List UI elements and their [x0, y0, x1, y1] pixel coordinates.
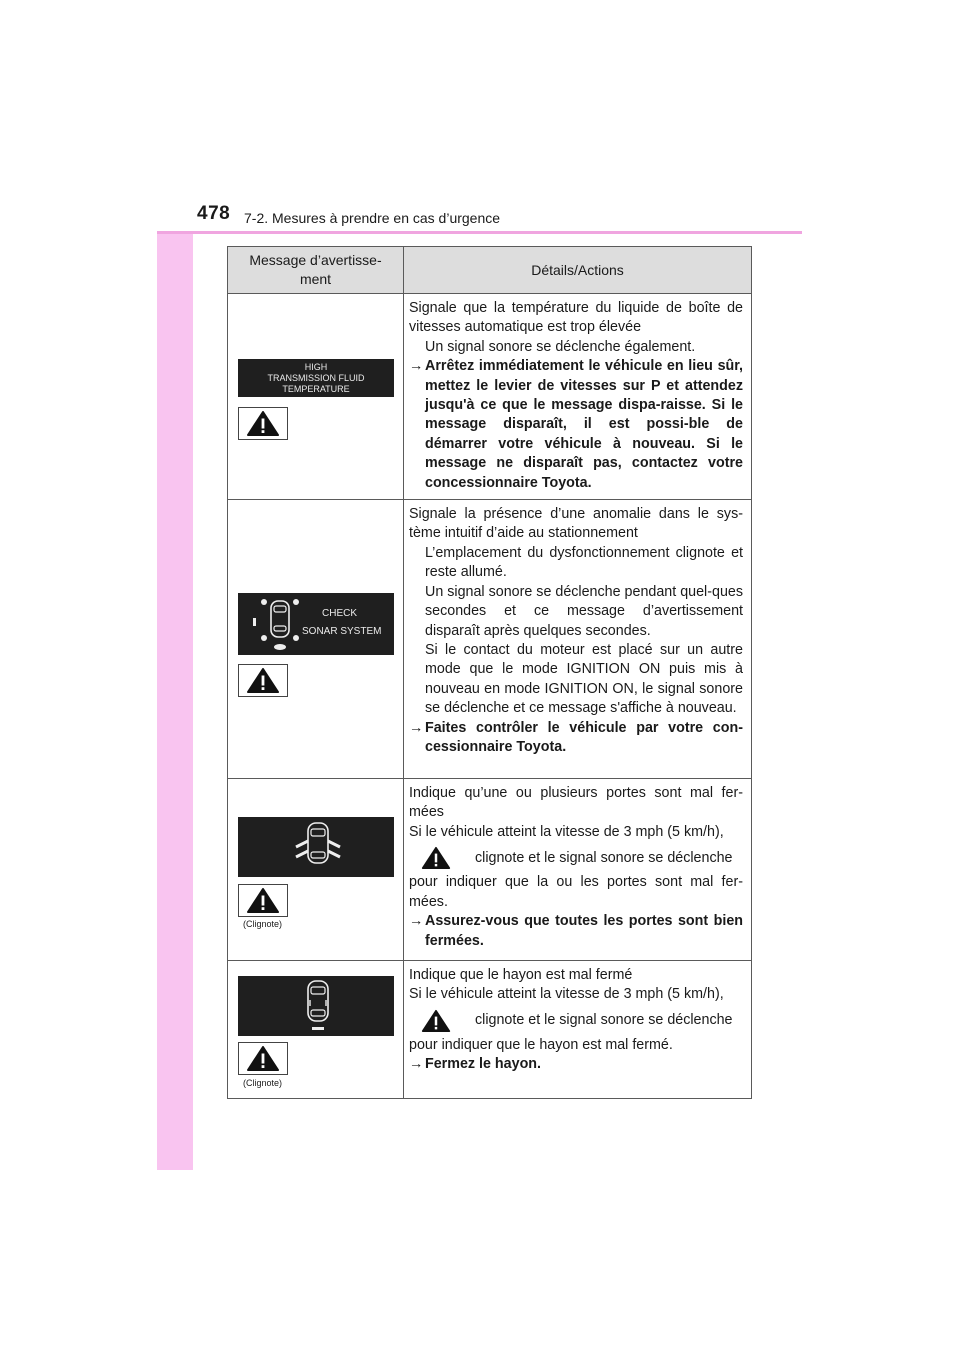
warning-triangle-icon-box [238, 407, 288, 440]
car-doors-open-icon [286, 817, 350, 877]
table-row [228, 779, 752, 961]
row-description: Signale que la température du liquide de boîte de vitesses automatique est trop élevée [409, 300, 743, 336]
col-header-message: Message d’avertisse-ment [228, 247, 404, 294]
display-line: TEMPERATURE [282, 384, 350, 394]
message-cell [228, 961, 404, 1099]
row-description: Signale la présence d’une anomalie dans le sys-tème intuitif d’aide au stationnement [409, 506, 743, 542]
chapter-side-band [157, 187, 193, 1170]
message-cell [228, 500, 404, 779]
inline-warning-line [409, 846, 743, 870]
warning-triangle-icon-box [238, 884, 288, 917]
display-check-sonar [238, 593, 394, 655]
action-text: Arrêtez immédiatement le véhicule en lieu sûr, mettez le levier de vitesses sur P et attendez jusqu'à ce que le message dispa-raisse. Si le message disparaît, il est possi-ble de démarrer votre véhicule à nouveau. Si le message ne disparaît pas, contactez votre concessionnaire Toyota. [425, 358, 743, 491]
row-note: Si le contact du moteur est placé sur un autre mode que le mode IGNITION ON puis mis à nouveau en mode IGNITION ON, le signal sonore se déclenche et ce message s'affiche à nouveau. [425, 641, 743, 717]
details-cell [404, 961, 752, 1099]
row-action [409, 1055, 743, 1074]
blink-caption: (Clignote) [243, 1078, 283, 1089]
display-hatch-open [238, 976, 394, 1036]
warning-message-table [227, 246, 752, 1099]
table-header-row [228, 247, 752, 294]
inline-warning-line [409, 1009, 743, 1033]
action-text: Assurez-vous que toutes les portes sont bien fermées. [425, 913, 743, 949]
action-text: Fermez le hayon. [425, 1056, 542, 1073]
display-line: TRANSMISSION FLUID [267, 373, 365, 383]
warning-triangle-icon [421, 846, 451, 870]
warning-triangle-icon [246, 1045, 280, 1072]
row-action [409, 719, 743, 758]
warning-triangle-icon [246, 410, 280, 437]
details-cell [404, 294, 752, 500]
row-speed-line: Si le véhicule atteint la vitesse de 3 mph (5 km/h), [409, 986, 724, 1003]
action-text: Faites contrôler le véhicule par votre con-cessionnaire Toyota. [425, 719, 743, 755]
message-cell [228, 779, 404, 961]
col-header-details: Détails/Actions [404, 247, 752, 294]
warning-triangle-icon [246, 667, 280, 694]
row-description: Indique qu’une ou plusieurs portes sont mal fer-mées [409, 785, 743, 821]
display-line: HIGH [304, 362, 328, 372]
header-rule [157, 231, 802, 234]
details-cell [404, 779, 752, 961]
car-hatch-open-icon [298, 976, 338, 1036]
row-description: Indique que le hayon est mal fermé [409, 967, 633, 984]
row-note: Un signal sonore se déclenche également. [425, 338, 696, 355]
table-row [228, 294, 752, 500]
warning-triangle-icon-box [238, 664, 288, 697]
warning-triangle-icon [421, 1009, 451, 1033]
car-top-view-sonar-icon [250, 593, 310, 655]
blink-text: clignote et le signal sonore se déclenche [475, 849, 733, 866]
details-cell [404, 500, 752, 779]
row-note: Un signal sonore se déclenche pendant quel-ques secondes et ce message d’avertissement disparaît après quelques secondes. [425, 583, 743, 639]
row-after-text: pour indiquer que le hayon est mal fermé. [409, 1036, 673, 1053]
table-row [228, 500, 752, 779]
blink-text: clignote et le signal sonore se déclenche [475, 1012, 733, 1029]
action-arrow-icon: → [409, 913, 424, 930]
display-line: CHECK [322, 608, 358, 620]
action-arrow-icon: → [409, 719, 424, 736]
warning-triangle-icon [246, 887, 280, 914]
display-transmission-temp [238, 359, 394, 397]
message-cell [228, 294, 404, 500]
page-number: 478 [197, 203, 231, 224]
action-arrow-icon: → [409, 1056, 424, 1073]
display-doors-open [238, 817, 394, 877]
section-title: 7-2. Mesures à prendre en cas d’urgence [244, 210, 501, 226]
table-row [228, 961, 752, 1099]
row-action [409, 357, 743, 493]
row-speed-line: Si le véhicule atteint la vitesse de 3 mph (5 km/h), [409, 823, 724, 840]
row-after-text: pour indiquer que la ou les portes sont mal fer-mées. [409, 874, 743, 910]
row-note: L’emplacement du dysfonctionnement clignote et reste allumé. [425, 544, 743, 581]
display-line: SONAR SYSTEM [302, 626, 382, 638]
warning-triangle-icon-box [238, 1042, 288, 1075]
row-action [409, 912, 743, 951]
action-arrow-icon: → [409, 358, 424, 375]
blink-caption: (Clignote) [243, 919, 283, 930]
